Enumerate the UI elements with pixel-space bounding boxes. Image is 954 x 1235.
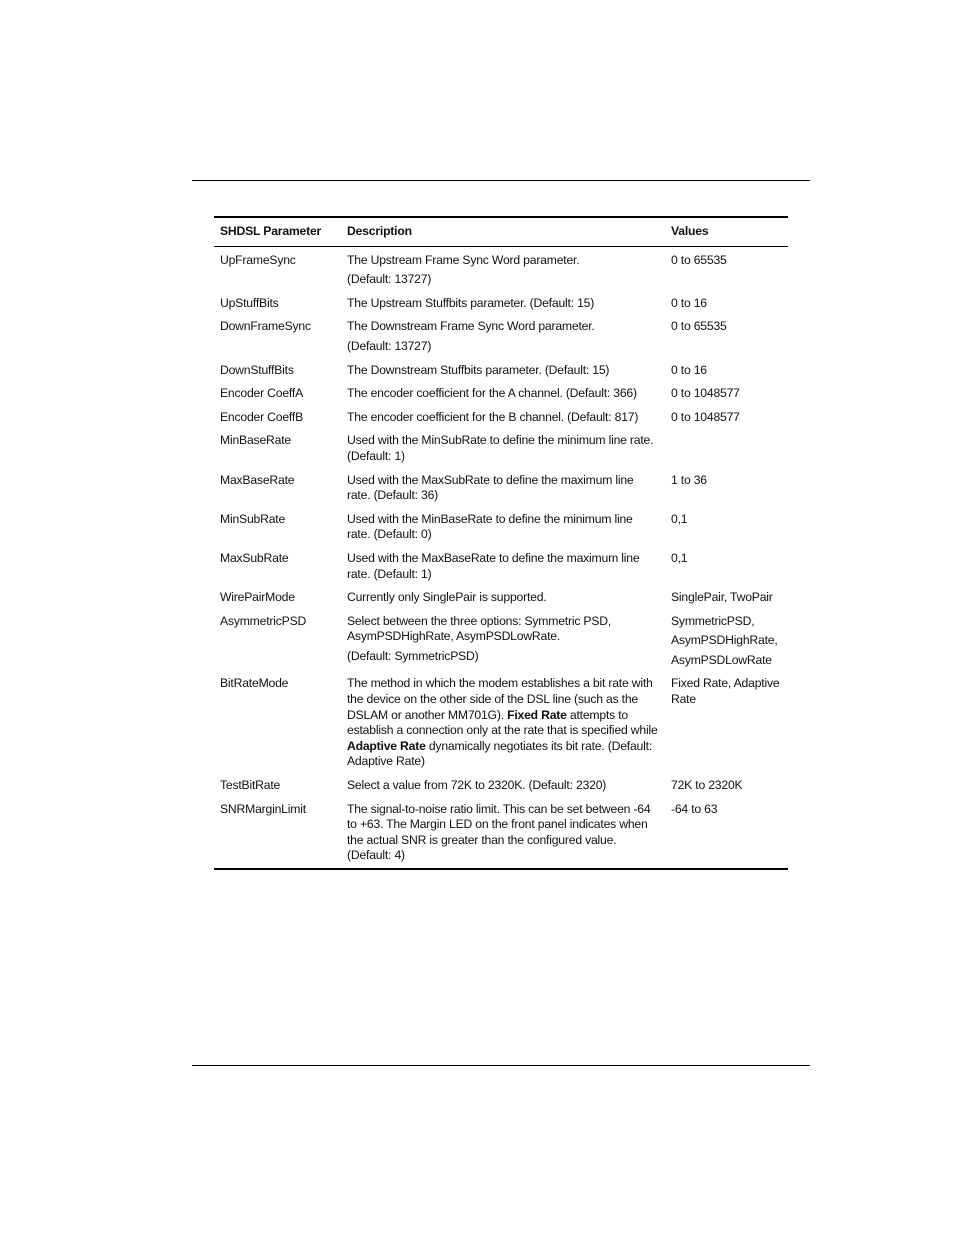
desc-line: (Default: 13727)	[347, 272, 432, 287]
column-header-values: Values	[671, 224, 709, 238]
table-row	[214, 293, 788, 317]
param-cell: UpStuffBits	[220, 295, 279, 310]
param-cell: MaxSubRate	[220, 550, 289, 565]
table-row	[214, 775, 788, 799]
table-row	[214, 611, 788, 674]
desc-cell	[341, 673, 665, 775]
desc-cell: Used with the MaxSubRate to define the maximum line rate. (Default: 36)	[347, 472, 634, 503]
column-header-parameter: SHDSL Parameter	[220, 224, 322, 238]
desc-cell: Used with the MinSubRate to define the minimum line rate. (Default: 1)	[347, 433, 654, 463]
desc-cell: Used with the MaxBaseRate to define the maximum line rate. (Default: 1)	[347, 550, 640, 581]
desc-cell: The Upstream Stuffbits parameter. (Default: 15)	[347, 295, 595, 310]
desc-cell: The encoder coefficient for the A channel. (Default: 366)	[347, 386, 637, 401]
adaptive-rate-term: Adaptive Rate	[347, 738, 426, 753]
desc-cell	[341, 246, 665, 293]
table-row	[214, 470, 788, 509]
table-row	[214, 509, 788, 548]
desc-line: (Default: 13727)	[347, 338, 432, 353]
table-row	[214, 673, 788, 775]
values-cell: 0 to 65535	[671, 319, 727, 334]
value-line: AsymPSDLowRate	[671, 652, 772, 667]
desc-cell: The signal-to-noise ratio limit. This can be set between -64 to +63. The Margin LED on the front panel indicates when the actual SNR is greater than the configured value. (Default: 4)	[347, 801, 651, 863]
values-cell: SinglePair, TwoPair	[671, 590, 773, 605]
table-row	[214, 246, 788, 293]
values-cell: 0,1	[671, 511, 688, 526]
param-cell: MaxBaseRate	[220, 472, 295, 487]
desc-cell: Select a value from 72K to 2320K. (Default: 2320)	[347, 778, 607, 793]
values-cell: 0,1	[671, 550, 688, 565]
values-cell: 0 to 1048577	[671, 409, 740, 424]
fixed-rate-term: Fixed Rate	[507, 707, 567, 722]
param-cell: MinSubRate	[220, 511, 286, 526]
desc-line: Select between the three options: Symmetric PSD, AsymPSDHighRate, AsymPSDLowRate.	[347, 613, 612, 644]
param-cell: BitRateMode	[220, 676, 289, 691]
desc-line: The Downstream Frame Sync Word parameter.	[347, 319, 595, 334]
desc-text: The method in which the modem establishes a bit rate with the device on the other side of the DSL line (such as the DSLAM or another MM701G).	[347, 676, 653, 722]
values-cell: 0 to 16	[671, 362, 707, 377]
param-cell: AsymmetricPSD	[220, 613, 307, 628]
values-cell	[665, 430, 788, 469]
table-row	[214, 383, 788, 407]
param-cell: UpFrameSync	[220, 252, 296, 267]
desc-line: (Default: SymmetricPSD)	[347, 648, 479, 663]
desc-text: attempts to establish a connection only at the rate that is specified while	[347, 707, 658, 738]
param-cell: DownFrameSync	[220, 319, 311, 334]
param-cell: Encoder CoeffA	[220, 386, 304, 401]
column-header-description: Description	[347, 224, 412, 238]
table-row	[214, 316, 788, 359]
value-line: AsymPSDHighRate,	[671, 633, 778, 648]
param-cell: SNRMarginLimit	[220, 801, 306, 816]
table-row	[214, 360, 788, 384]
desc-text: dynamically negotiates its bit rate. (Default: Adaptive Rate)	[347, 738, 653, 769]
values-cell	[665, 611, 788, 674]
values-cell: 72K to 2320K	[671, 778, 743, 793]
table-row	[214, 799, 788, 869]
param-cell: DownStuffBits	[220, 362, 294, 377]
table-row	[214, 430, 788, 469]
values-cell: 0 to 16	[671, 295, 707, 310]
desc-cell: The encoder coefficient for the B channel. (Default: 817)	[347, 409, 639, 424]
desc-cell: Used with the MinBaseRate to define the minimum line rate. (Default: 0)	[347, 511, 633, 542]
values-cell: -64 to 63	[671, 801, 718, 816]
desc-cell	[341, 611, 665, 674]
values-cell: 0 to 1048577	[671, 386, 740, 401]
desc-line: The Upstream Frame Sync Word parameter.	[347, 252, 580, 267]
param-cell: Encoder CoeffB	[220, 409, 304, 424]
param-cell: WirePairMode	[220, 590, 295, 605]
table-row	[214, 407, 788, 431]
param-cell: TestBitRate	[220, 778, 281, 793]
table-row	[214, 548, 788, 587]
header-rule	[192, 180, 810, 181]
footer-rule	[192, 1065, 810, 1066]
values-cell: 1 to 36	[671, 472, 707, 487]
values-cell: Fixed Rate, Adaptive Rate	[671, 676, 780, 707]
value-line: SymmetricPSD,	[671, 613, 755, 628]
table-header-row	[214, 217, 788, 246]
desc-cell: The Downstream Stuffbits parameter. (Default: 15)	[347, 362, 610, 377]
desc-cell: Currently only SinglePair is supported.	[347, 590, 547, 605]
param-cell: MinBaseRate	[220, 433, 291, 448]
shdsl-parameter-table	[214, 216, 788, 870]
values-cell: 0 to 65535	[671, 252, 727, 267]
desc-cell	[341, 316, 665, 359]
table-row	[214, 587, 788, 611]
